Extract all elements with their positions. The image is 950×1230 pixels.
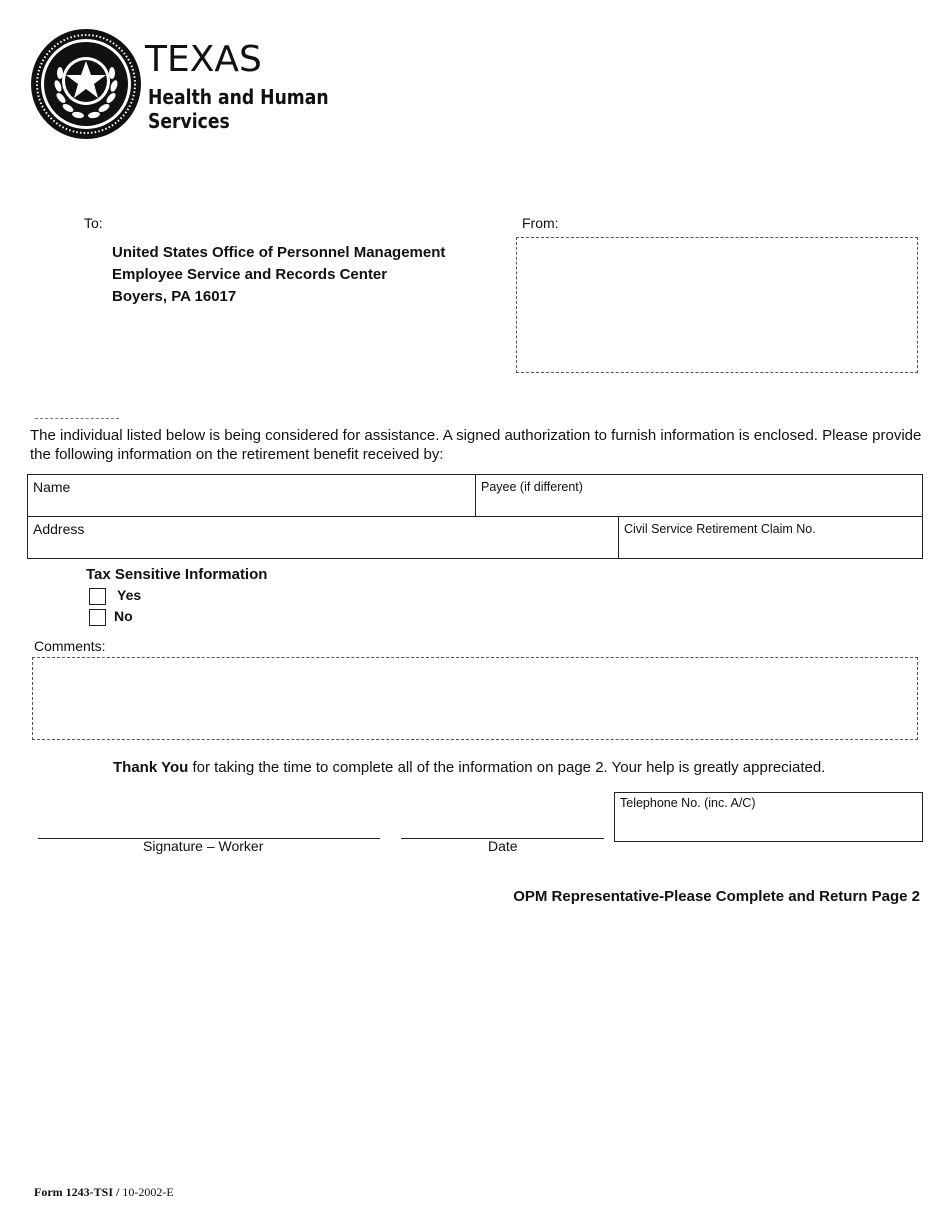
telephone-field[interactable] bbox=[614, 792, 923, 842]
logo-subtitle bbox=[148, 85, 329, 133]
logo-subtitle-line2: Services bbox=[148, 109, 230, 133]
thank-you-text bbox=[113, 759, 825, 776]
payee-field[interactable] bbox=[476, 475, 922, 517]
thank-you-bold: Thank You bbox=[113, 759, 189, 776]
texas-seal-logo bbox=[30, 28, 142, 140]
claim-number-field[interactable] bbox=[619, 517, 922, 558]
to-label: To: bbox=[84, 215, 103, 231]
form-footer bbox=[34, 1185, 174, 1200]
tax-yes-label: Yes bbox=[117, 587, 142, 603]
recipient-address bbox=[112, 242, 445, 308]
form-id: Form 1243-TSI / bbox=[34, 1185, 120, 1199]
logo-title: TEXAS bbox=[145, 39, 262, 80]
address-line: Employee Service and Records Center bbox=[112, 266, 388, 283]
address-label: Address bbox=[33, 521, 85, 537]
address-line: Boyers, PA 16017 bbox=[112, 288, 237, 305]
address-line: United States Office of Personnel Management bbox=[112, 244, 446, 261]
signature-worker-label: Signature – Worker bbox=[143, 838, 264, 854]
opm-instruction: OPM Representative-Please Complete and Return Page 2 bbox=[513, 888, 920, 905]
address-field[interactable] bbox=[28, 517, 619, 558]
recipient-info-grid bbox=[27, 474, 923, 559]
tax-sensitive-title: Tax Sensitive Information bbox=[86, 566, 268, 583]
comments-field[interactable] bbox=[32, 657, 918, 740]
form-version: 10-2002-E bbox=[119, 1185, 174, 1199]
tax-yes-checkbox[interactable] bbox=[89, 588, 106, 605]
thank-you-rest: for taking the time to complete all of the information on page 2. Your help is greatly appreciated. bbox=[188, 759, 826, 776]
telephone-label: Telephone No. (inc. A/C) bbox=[620, 796, 756, 810]
intro-text: The individual listed below is being considered for assistance. A signed authorization to furnish information is enclosed. Please provide the following information on the retirement benefit received by: bbox=[30, 427, 922, 463]
divider bbox=[35, 418, 119, 419]
tax-no-label: No bbox=[114, 608, 133, 624]
tax-no-checkbox[interactable] bbox=[89, 609, 106, 626]
logo-subtitle-line1: Health and Human bbox=[148, 85, 329, 109]
from-field[interactable] bbox=[516, 237, 918, 373]
name-field[interactable] bbox=[28, 475, 476, 517]
comments-label: Comments: bbox=[34, 638, 106, 654]
payee-label: Payee (if different) bbox=[481, 480, 583, 494]
name-label: Name bbox=[33, 479, 71, 495]
from-label: From: bbox=[522, 215, 559, 231]
date-label: Date bbox=[488, 838, 518, 854]
claim-number-label: Civil Service Retirement Claim No. bbox=[624, 522, 816, 536]
